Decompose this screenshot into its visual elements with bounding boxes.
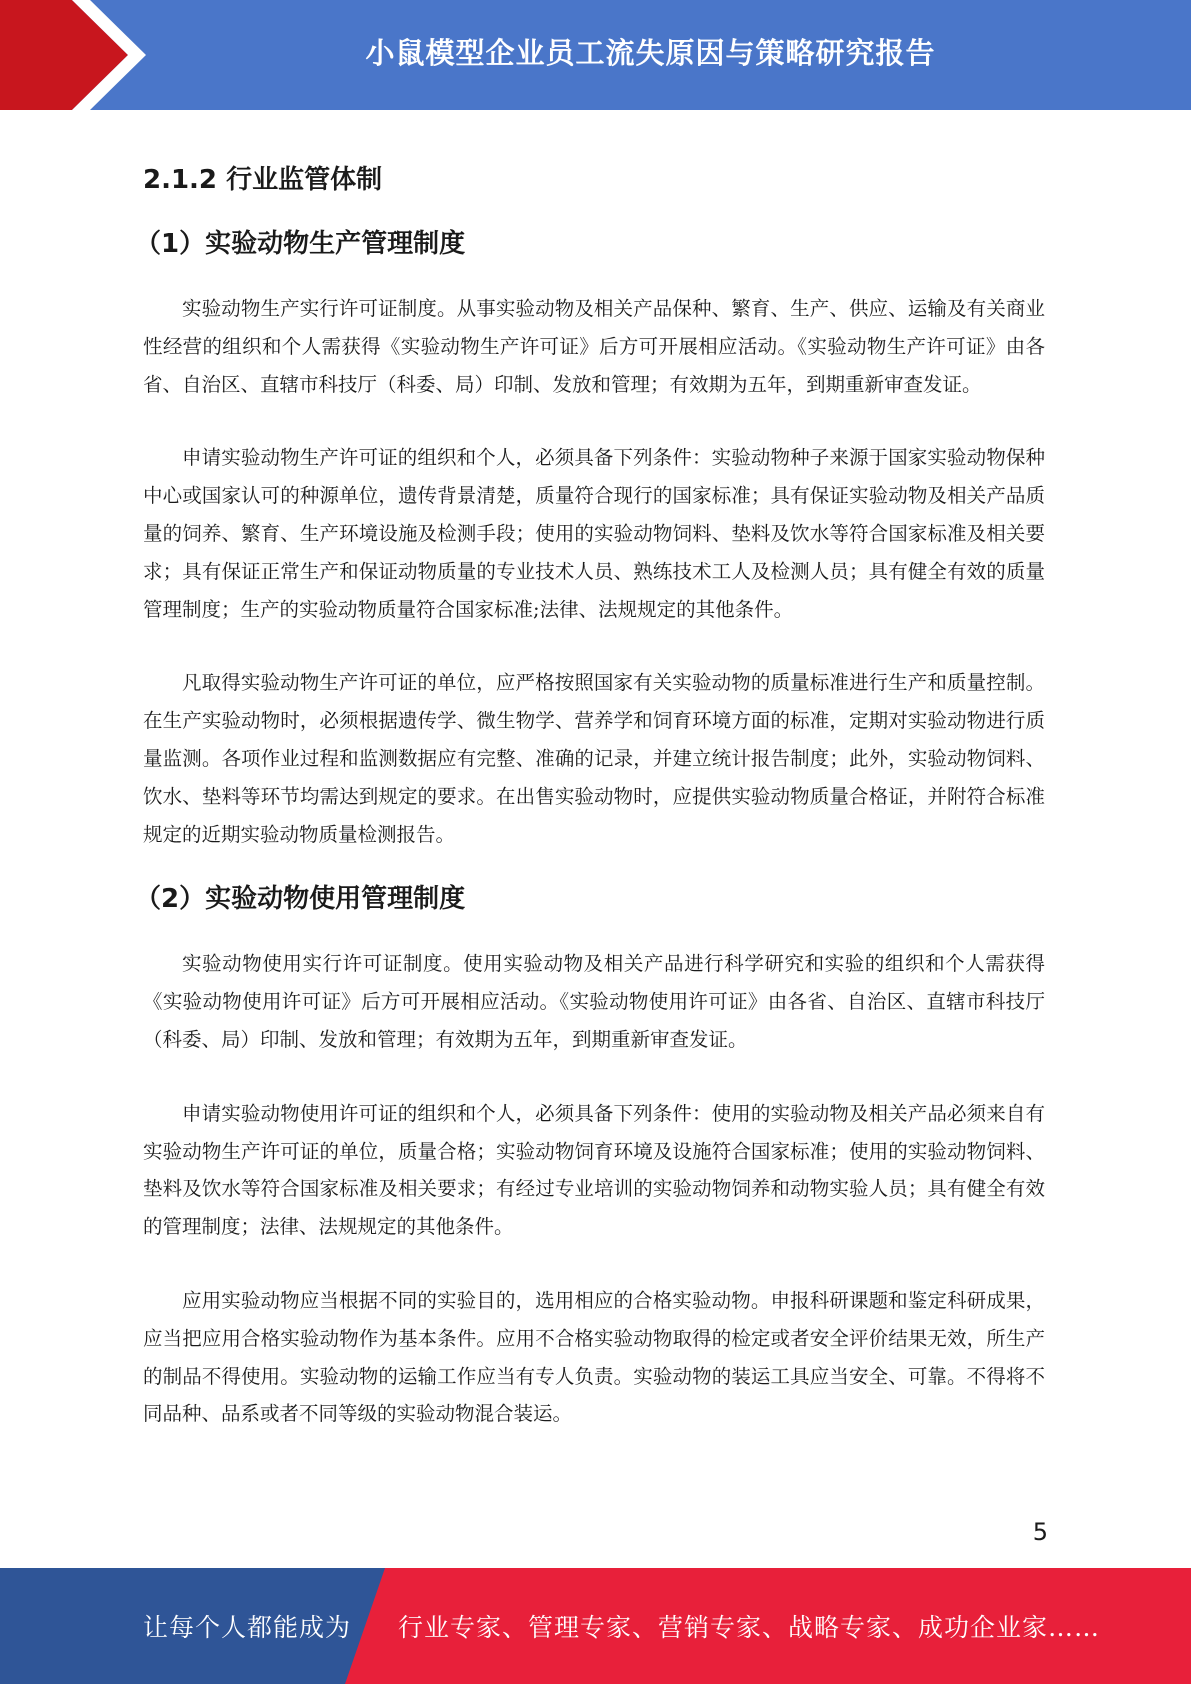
footer-slogan-left: 让每个人都能成为 bbox=[143, 1613, 352, 1642]
paragraph: 实验动物使用实行许可证制度。使用实验动物及相关产品进行科学研究和实验的组织和个人需获得《实验动物使用许可证》后方可开展相应活动。《实验动物使用许可证》由各省、自治区、直辖市科技厅（科委、局）印制、发放和管理；有效期为五年，到期重新审查发证。 bbox=[143, 952, 1045, 1051]
document-title: 小鼠模型企业员工流失原因与策略研究报告 bbox=[365, 36, 936, 70]
paragraph: 申请实验动物使用许可证的组织和个人，必须具备下列条件：使用的实验动物及相关产品必须来自有实验动物生产许可证的单位，质量合格；实验动物饲育环境及设施符合国家标准；使用的实验动物饲料、垫料及饮水等符合国家标准及相关要求；有经过专业培训的实验动物饲养和动物实验人员；具有健全有效的管理制度；法律、法规规定的其他条件。 bbox=[143, 1101, 1045, 1239]
subsection-heading: （2）实验动物使用管理制度 bbox=[135, 884, 466, 915]
footer-slogan-right: 行业专家、管理专家、营销专家、战略专家、成功企业家…… bbox=[398, 1613, 1101, 1642]
paragraph: 实验动物生产实行许可证制度。从事实验动物及相关产品保种、繁育、生产、供应、运输及有关商业性经营的组织和个人需获得《实验动物生产许可证》后方可开展相应活动。《实验动物生产许可证》由各省、自治区、直辖市科技厅（科委、局）印制、发放和管理；有效期为五年，到期重新审查发证。 bbox=[143, 297, 1045, 396]
section-heading: 2.1.2 行业监管体制 bbox=[143, 165, 383, 195]
paragraph: 应用实验动物应当根据不同的实验目的，选用相应的合格实验动物。申报科研课题和鉴定科研成果，应当把应用合格实验动物作为基本条件。应用不合格实验动物取得的检定或者安全评价结果无效，所生产的制品不得使用。实验动物的运输工作应当有专人负责。实验动物的装运工具应当安全、可靠。不得将不同品种、品系或者不同等级的实验动物混合装运。 bbox=[143, 1288, 1045, 1426]
subsection-heading: （1）实验动物生产管理制度 bbox=[135, 229, 466, 259]
page-content bbox=[135, 160, 1045, 1469]
paragraph: 申请实验动物生产许可证的组织和个人，必须具备下列条件：实验动物种子来源于国家实验动物保种中心或国家认可的种源单位，遗传背景清楚，质量符合现行的国家标准；具有保证实验动物及相关产品质量的饲养、繁育、生产环境设施及检测手段；使用的实验动物饲料、垫料及饮水等符合国家标准及相关要求；具有保证正常生产和保证动物质量的专业技术人员、熟练技术工人及检测人员；具有健全有效的质量管理制度；生产的实验动物质量符合国家标准;法律、法规规定的其他条件。 bbox=[143, 446, 1045, 621]
page-header bbox=[0, 0, 1191, 110]
paragraph: 凡取得实验动物生产许可证的单位，应严格按照国家有关实验动物的质量标准进行生产和质量控制。在生产实验动物时，必须根据遗传学、微生物学、营养学和饲育环境方面的标准，定期对实验动物进行质量监测。各项作业过程和监测数据应有完整、准确的记录，并建立统计报告制度；此外，实验动物饲料、饮水、垫料等环节均需达到规定的要求。在出售实验动物时，应提供实验动物质量合格证，并附符合标准规定的近期实验动物质量检测报告。 bbox=[143, 671, 1045, 846]
page-footer bbox=[0, 1568, 1191, 1684]
page-number: 5 bbox=[1032, 1518, 1048, 1546]
